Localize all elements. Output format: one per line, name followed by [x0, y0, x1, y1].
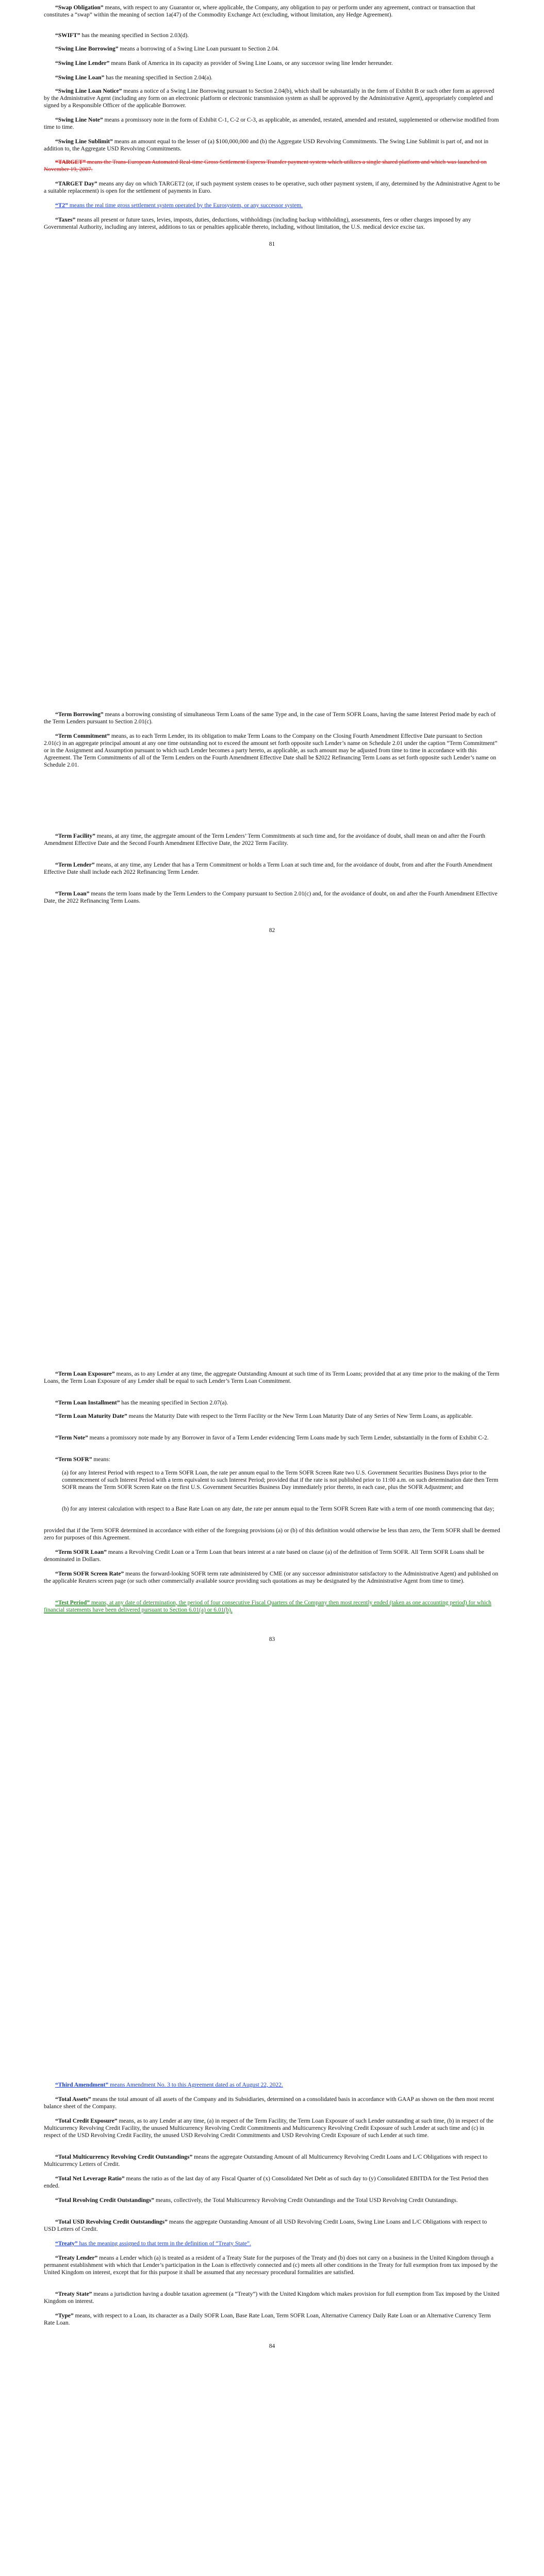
definition-term-loan-installment: “Term Loan Installment” has the meaning specified in Section 2.07(a).	[55, 1400, 228, 1406]
definition-treaty-state: “Treaty State” means a jurisdiction having a double taxation agreement (a “Treaty”) with the United Kingdom which makes provision for full exemption from Tax imposed by the United Kingdom on interest.	[44, 2291, 500, 2304]
definition-term-note: “Term Note” means a promissory note made by any Borrower in favor of a Term Lender evidencing Term Loans made by such Term Lender, substantially in the form of Exhibit C-2.	[55, 1435, 489, 1441]
definition-swing-line-borrowing: “Swing Line Borrowing” means a borrowing of a Swing Line Loan pursuant to Section 2.04.	[55, 46, 279, 52]
definition-treaty-lender: “Treaty Lender” means a Lender which (a) is treated as a resident of a Treaty State for the purposes of the Treaty and (b) does not carry on a business in the United Kingdom through a permanent establishment with which that Lender’s participation in the Loan is effectively connected and (c) meets all other conditions in the Treaty for full exemption from tax imposed by the United Kingdom on interest, except that for this purpose it shall be assumed that any necessary procedural formalities are satisfied.	[44, 2255, 498, 2276]
definition-swift: “SWIFT” has the meaning specified in Section 2.03(d).	[55, 32, 189, 39]
definition-total-assets: “Total Assets” means the total amount of all assets of the Company and its Subsidiaries, determined on a consolidated basis in accordance with GAAP as shown on the then most recent balance sheet of the Company.	[44, 2096, 494, 2110]
definition-total-multicurrency-outstandings: “Total Multicurrency Revolving Credit Outstandings” means the aggregate Outstanding Amount of all Multicurrency Revolving Credit Loans and L/C Obligations with respect to Multicurrency Letters of Credit.	[44, 2154, 488, 2167]
definition-total-revolving-outstandings: “Total Revolving Credit Outstandings” means, collectively, the Total Multicurrency Revolving Credit Outstandings and the Total USD Revolving Credit Outstandings.	[55, 2197, 458, 2204]
definition-term-sofr-screen-rate: “Term SOFR Screen Rate” means the forward-looking SOFR term rate administered by CME (or any successor administrator satisfactory to the Administrative Agent) and published on the applicable Reuters screen page (or such other commercially available source providing such quotations as may be designated by the Administrative Agent from time to time).	[44, 1571, 499, 1584]
definition-swap-obligation: “Swap Obligation” means, with respect to any Guarantor or, where applicable, the Company, any obligation to pay or perform under any agreement, contract or transaction that constitutes a “swap” within the meaning of section 1a(47) of the Commodity Exchange Act (excluding, without limitation, any Hedge Agreement).	[44, 5, 475, 18]
definition-taxes: “Taxes” means all present or future taxes, levies, imposts, duties, deductions, withholdings (including backup withholding), assessments, fees or other charges imposed by any Governmental Authority, including any interest, additions to tax or penalties applicable thereto, including, without limitation, the U.S. medical device excise tax.	[44, 217, 471, 230]
definition-total-net-leverage-ratio: “Total Net Leverage Ratio” means the ratio as of the last day of any Fiscal Quarter of (x) Consolidated Net Debt as of such day to (y) Consolidated EBITDA for the Test Period then ended.	[44, 2176, 489, 2189]
definition-third-amendment-inserted: “Third Amendment” means Amendment No. 3 to this Agreement dated as of August 22, 2022.	[55, 2082, 283, 2088]
definition-term-loan-exposure: “Term Loan Exposure” means, as to any Lender at any time, the aggregate Outstanding Amount at such time of its Term Loans; provided that at any time prior to the making of the Term Loans, the Term Loan Exposure of any Lender shall be equal to such Lender’s Term Loan Commitment.	[44, 1371, 500, 1384]
term-sofr-proviso: provided that if the Term SOFR determined in accordance with either of the foregoing provisions (a) or (b) of this definition would otherwise be less than zero, the Term SOFR shall be deemed zero for purposes of this Agreement.	[44, 1528, 500, 1541]
definition-term-sofr: “Term SOFR” means:	[55, 1456, 110, 1463]
definition-term-facility: “Term Facility” means, at any time, the aggregate amount of the Term Lenders’ Term Commitments at such time and, for the avoidance of doubt, shall mean on and after the Fourth Amendment Effective Date and the Second Fourth Amendment Effective Date, the 2022 Term Facility.	[44, 833, 486, 846]
definition-swing-line-loan-notice: “Swing Line Loan Notice” means a notice of a Swing Line Borrowing pursuant to Section 2.04(b), which shall be substantially in the form of Exhibit B or such other form as approved by the Administrative Agent (including any form on an electronic platform or electronic transmission system as shall be approved by the Administrative Agent), appropriately completed and signed by a Responsible Officer of the applicable Borrower.	[44, 88, 494, 109]
definition-term-loan: “Term Loan” means the term loans made by the Term Lenders to the Company pursuant to Section 2.01(c) and, for the avoidance of doubt, on and after the Fourth Amendment Effective Date, the 2022 Refinancing Term Loans.	[44, 891, 498, 904]
definition-t2-inserted: “T2” means the real time gross settlement system operated by the Eurosystem, or any successor system.	[55, 202, 303, 209]
definition-swing-line-sublimit: “Swing Line Sublimit” means an amount equal to the lesser of (a) $100,000,000 and (b) the Aggregate USD Revolving Commitments. The Swing Line Sublimit is part of, and not in addition to, the Aggregate USD Revolving Commitments.	[44, 139, 489, 152]
definition-target-deleted: “TARGET” means the Trans-European Automated Real-time Gross Settlement Express Transfer payment system which utilizes a single shared platform and which was launched on November 19, 2007.	[44, 159, 487, 173]
page-number: 81	[269, 241, 275, 247]
definition-term-loan-maturity-date: “Term Loan Maturity Date” means the Maturity Date with respect to the Term Facility or the New Term Loan Maturity Date of any Series of New Term Loans, as applicable.	[55, 1413, 473, 1419]
definition-swing-line-loan: “Swing Line Loan” has the meaning specified in Section 2.04(a).	[55, 75, 213, 81]
definition-test-period-moved: “Test Period” means, at any date of determination, the period of four consecutive Fiscal Quarters of the Company then most recently ended (taken as one accounting period) for which financial statements have been delivered pursuant to Section 6.01(a) or 6.01(b).	[44, 1600, 491, 1613]
definition-type: “Type” means, with respect to a Loan, its character as a Daily SOFR Loan, Base Rate Loan, Term SOFR Loan, Alternative Currency Daily Rate Loan or an Alternative Currency Term Rate Loan.	[44, 2313, 491, 2326]
definition-swing-line-lender: “Swing Line Lender” means Bank of America in its capacity as provider of Swing Line Loans, or any successor swing line lender hereunder.	[55, 60, 393, 66]
definition-total-usd-outstandings: “Total USD Revolving Credit Outstandings” means the aggregate Outstanding Amount of all USD Revolving Credit Loans, Swing Line Loans and L/C Obligations with respect to USD Letters of Credit.	[44, 2219, 487, 2232]
definition-term-sofr-loan: “Term SOFR Loan” means a Revolving Credit Loan or a Term Loan that bears interest at a rate based on clause (a) of the definition of Term SOFR. All Term SOFR Loans shall be denominated in Dollars.	[44, 1549, 485, 1563]
term-sofr-clause-b: (b) for any interest calculation with respect to a Base Rate Loan on any date, the rate per annum equal to the Term SOFR Screen Rate with a term of one month commencing that day;	[62, 1506, 494, 1512]
definition-total-credit-exposure: “Total Credit Exposure” means, as to any Lender at any time, (a) in respect of the Term Facility, the Term Loan Exposure of such Lender outstanding at such time, (b) in respect of the Multicurrency Revolving Credit Facility, the unused Multicurrency Revolving Credit Commitments and Multicurrency Revolving Credit Exposure of such Lender at such time and (c) in respect of the USD Revolving Credit Facility, the unused USD Revolving Credit Commitments and USD Revolving Credit Exposure of such Lender at such time.	[44, 2118, 494, 2139]
definition-term-borrowing: “Term Borrowing” means a borrowing consisting of simultaneous Term Loans of the same Type and, in the case of Term SOFR Loans, having the same Interest Period made by each of the Term Lenders pursuant to Section 2.01(c).	[44, 711, 496, 725]
definition-term-lender: “Term Lender” means, at any time, any Lender that has a Term Commitment or holds a Term Loan at such time and, for the avoidance of doubt, from and after the Fourth Amendment Effective Date shall include each 2022 Refinancing Term Lender.	[44, 862, 492, 875]
term-sofr-clause-a: (a) for any Interest Period with respect to a Term SOFR Loan, the rate per annum equal to the Term SOFR Screen Rate two U.S. Government Securities Business Days prior to the commencement of such Interest Period with a term equivalent to such Interest Period; provided that if the rate is not published prior to 11:00 a.m. on such determination date then Term SOFR means the Term SOFR Screen Rate on the first U.S. Government Securities Business Day immediately prior thereto, in each case, plus the SOFR Adjustment; and	[62, 1470, 499, 1490]
definition-term-commitment: “Term Commitment” means, as to each Term Lender, its its obligation to make Term Loans to the Company on the Closing Fourth Amendment Effective Date pursuant to Section 2.01(c) in an aggregate principal amount at any one time outstanding not to exceed the amount set forth opposite such Lender’s name on Schedule 2.01 under the caption “Term Commitment” or in the Assignment and Assumption pursuant to which such Lender becomes a party hereto, as applicable, as such amount may be adjusted from time to time in accordance with this Agreement. The Term Commitments of all of the Term Lenders on the Fourth Amendment Effective Date shall be $2022 Refinancing Term Loans as set forth opposite such Lender’s name on Schedule 2.01.	[44, 733, 498, 768]
definition-swing-line-note: “Swing Line Note” means a promissory note in the form of Exhibit C-1, C-2 or C-3, as applicable, as amended, restated, amended and restated, supplemented or otherwise modified from time to time.	[44, 117, 499, 130]
page-number: 83	[269, 1636, 275, 1642]
page-number: 84	[269, 2343, 275, 2349]
definition-target-day: “TARGET Day” means any day on which TARGET2 (or, if such payment system ceases to be operative, such other payment system, if any, determined by the Administrative Agent to be a suitable replacement) is open for the settlement of payments in Euro.	[44, 181, 500, 194]
page-number: 82	[269, 927, 275, 934]
definition-treaty-inserted: “Treaty” has the meaning assigned to that term in the definition of “Treaty State”.	[55, 2241, 251, 2247]
